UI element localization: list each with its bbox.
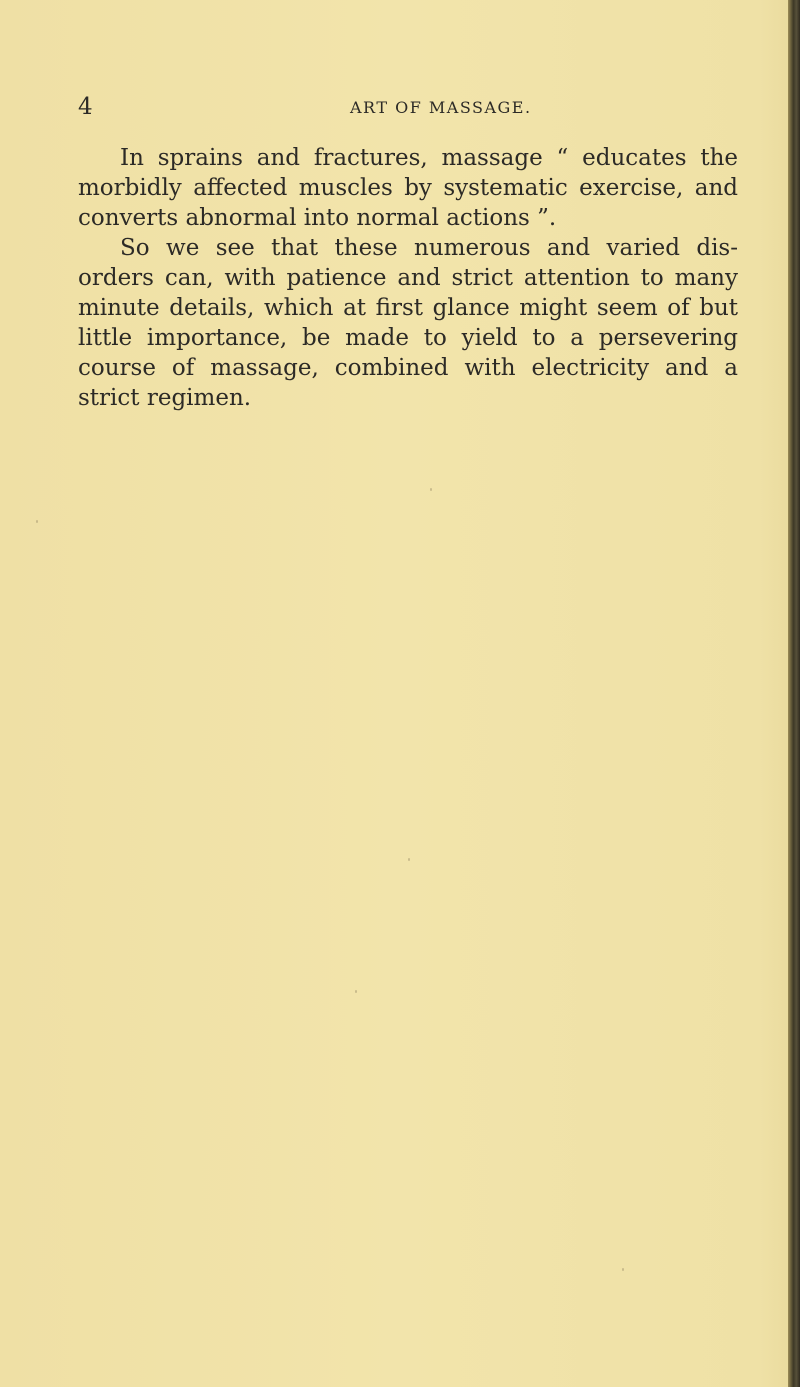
- paper-speck: [622, 1268, 624, 1271]
- paper-speck: [408, 858, 410, 861]
- page-edge-shadow: [788, 0, 800, 1387]
- paragraph-2: So we see that these numerous and varied dis- orders can, with patience and strict attention to many minute details, which at first glance might seem of but little importance, be made to yield to a persevering course of massage, combined with electricity and a strict regimen.: [78, 235, 738, 411]
- page-header: [78, 94, 718, 124]
- paragraph-1: In sprains and fractures, massage “ educates the morbidly affected muscles by systematic exercise, and converts abnormal into normal actions ”.: [78, 145, 738, 231]
- paper-speck: [355, 990, 357, 993]
- paper-speck: [430, 488, 432, 491]
- paper-speck: [36, 520, 38, 523]
- running-head: ART OF MASSAGE.: [350, 98, 532, 117]
- body-text: [78, 143, 738, 413]
- page-number: 4: [78, 94, 93, 120]
